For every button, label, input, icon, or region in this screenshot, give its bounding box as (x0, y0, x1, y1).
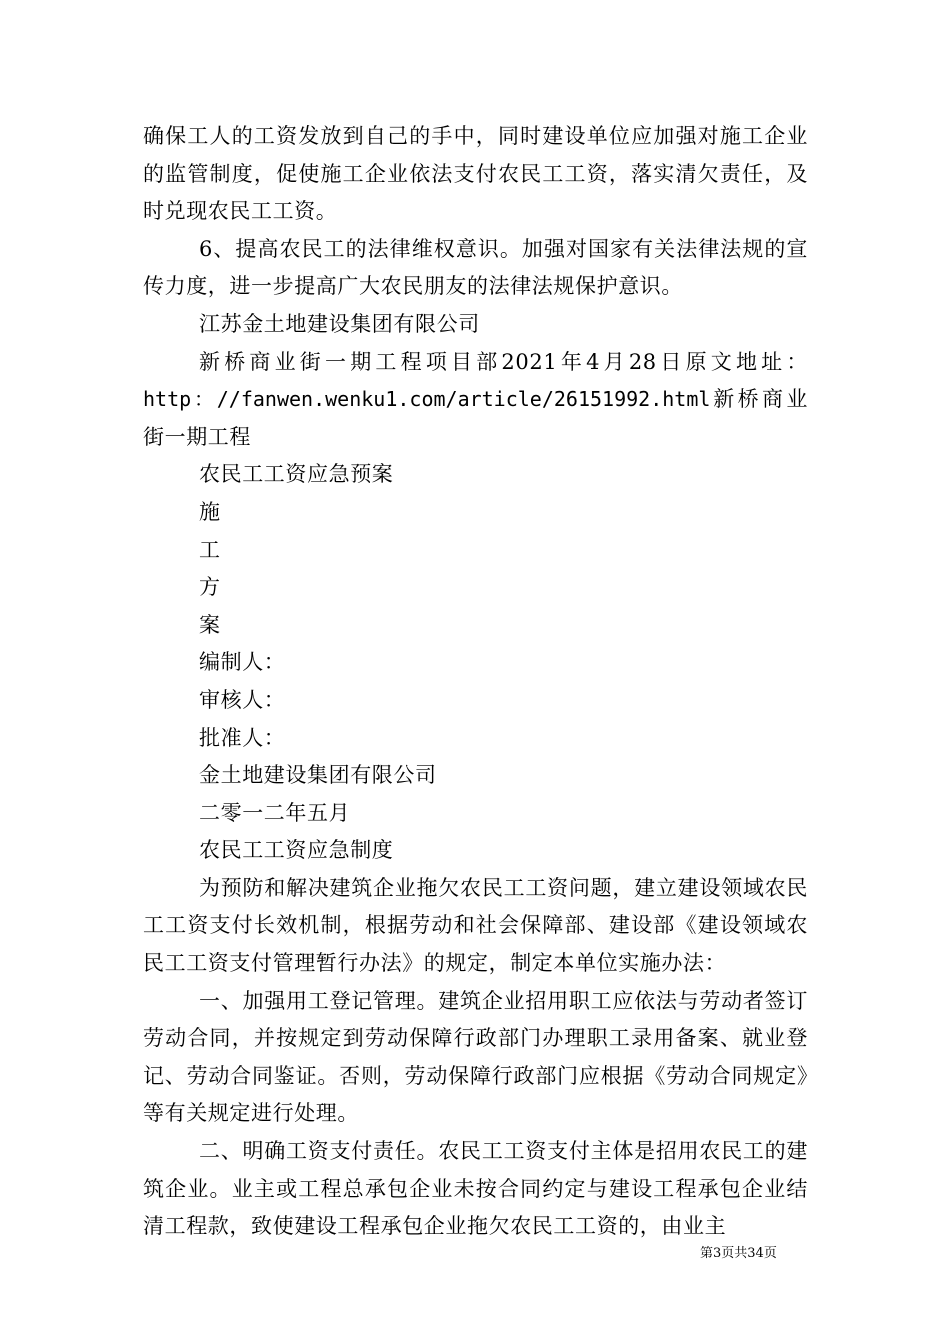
document-body (143, 118, 808, 1246)
project-name-text: 新桥商业街一期工程 (143, 387, 808, 449)
paragraph-wage-payment: 确保工人的工资发放到自己的手中，同时建设单位应加强对施工企业的监管制度，促使施工企业依法支付农民工工资，落实清欠责任，及时兑现农民工工资。 (143, 124, 808, 224)
approver-line: 批准人： (199, 725, 286, 750)
paragraph-payment-responsibility: 二、明确工资支付责任。农民工工资支付主体是招用农民工的建筑企业。业主或工程总承包企业未按合同约定与建设工程承包企业结清工程款，致使建设工程承包企业拖欠农民工工资的，由业主 (143, 1139, 808, 1239)
date-line: 二零一二年五月 (199, 800, 351, 825)
source-url-text: http：//fanwen.wenku1.com/article/26151992.html (143, 387, 711, 412)
company-name-line: 江苏金土地建设集团有限公司 (199, 311, 480, 336)
compiler-line: 编制人： (199, 650, 286, 675)
vertical-char-line: 施 (199, 499, 221, 524)
reviewer-line: 审核人： (199, 687, 286, 712)
paragraph-purpose: 为预防和解决建筑企业拖欠农民工工资问题，建立建设领域农民工工资支付长效机制，根据劳动和社会保障部、建设部《建设领域农民工工资支付管理暂行办法》的规定，制定本单位实施办法： (143, 875, 808, 976)
page-number-footer: 第3页共34页 (700, 1246, 777, 1261)
project-date-text: 新桥商业街一期工程项目部2021年4月28日原文地址： (199, 349, 808, 374)
vertical-char-line: 工 (199, 537, 221, 562)
vertical-char-line: 案 (199, 612, 221, 637)
project-source-line (143, 344, 808, 457)
organization-line: 金土地建设集团有限公司 (199, 763, 437, 788)
paragraph-employment-registration: 一、加强用工登记管理。建筑企业招用职工应依法与劳动者签订劳动合同，并按规定到劳动保障行政部门办理职工录用备案、就业登记、劳动合同鉴证。否则，劳动保障行政部门应根据《劳动合同规定》等有关规定进行处理。 (143, 988, 808, 1126)
system-title-line: 农民工工资应急制度 (199, 838, 394, 863)
paragraph-legal-awareness: 6、提高农民工的法律维权意识。加强对国家有关法律法规的宣传力度，进一步提高广大农民朋友的法律法规保护意识。 (143, 236, 808, 299)
plan-title-line: 农民工工资应急预案 (199, 462, 394, 487)
vertical-char-line: 方 (199, 575, 221, 600)
